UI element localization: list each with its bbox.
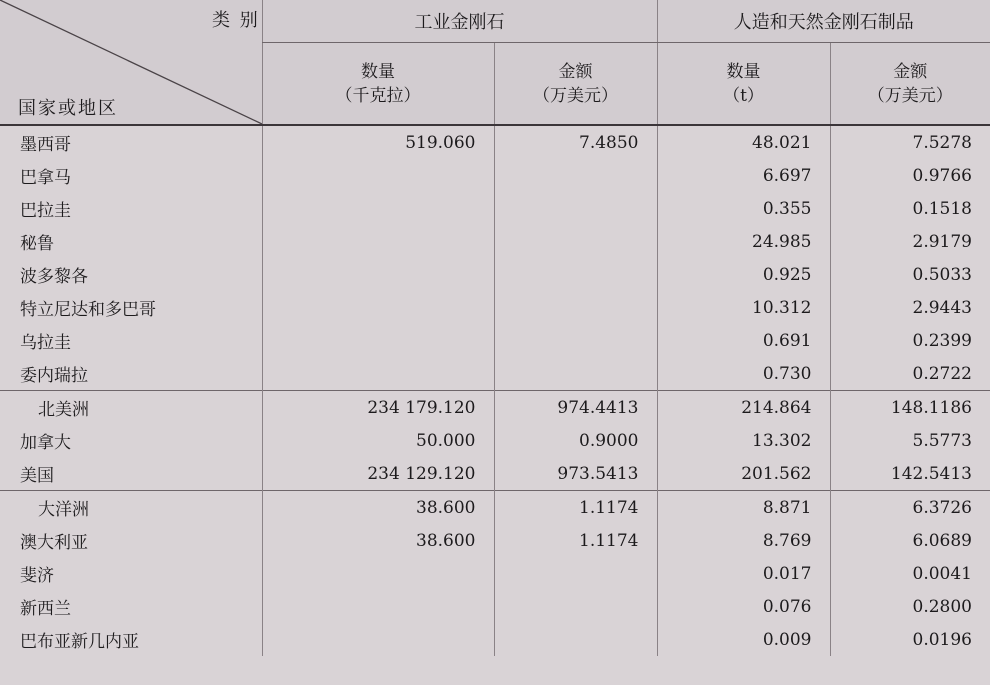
value-industrial [494,324,657,357]
col-title-val2: 金额 [893,61,928,82]
row-name: 斐济 [20,566,54,586]
row-name: 巴拿马 [20,168,71,188]
col-title-qty2: 数量 [726,61,761,82]
qty-industrial: 519.060 [262,125,494,159]
qty-products: 8.871 [657,491,830,525]
table-row [0,590,990,623]
qty-industrial: 38.600 [262,524,494,557]
value-products: 0.2399 [830,324,990,357]
qty-products: 13.302 [657,424,830,457]
table-row [0,457,990,491]
value-industrial: 1.1174 [494,491,657,525]
table-row [0,258,990,291]
table-row [0,291,990,324]
qty-products: 8.769 [657,524,830,557]
qty-products: 0.076 [657,590,830,623]
table-row [0,623,990,656]
value-industrial [494,590,657,623]
row-name: 秘鲁 [20,234,54,254]
qty-industrial [262,357,494,391]
value-products: 2.9179 [830,225,990,258]
table-row [0,125,990,159]
category-label: 类 别 [212,10,260,31]
row-name: 乌拉圭 [20,333,71,353]
value-products: 142.5413 [830,457,990,491]
qty-products: 0.355 [657,192,830,225]
value-industrial [494,291,657,324]
table-row [0,324,990,357]
value-products: 0.1518 [830,192,990,225]
row-name: 北美洲 [0,391,262,425]
row-name: 美国 [20,466,54,486]
row-name: 澳大利亚 [20,533,88,553]
value-industrial: 973.5413 [494,457,657,491]
col-header-val2 [830,43,990,125]
qty-industrial [262,623,494,656]
value-industrial: 1.1174 [494,524,657,557]
group-header-industrial: 工业金刚石 [262,0,657,43]
col-unit-val2: （万美元） [867,85,953,106]
qty-products: 214.864 [657,391,830,425]
qty-industrial [262,159,494,192]
col-unit-qty1: （千克拉） [335,85,421,106]
row-name: 新西兰 [20,599,71,619]
col-header-qty2 [657,43,830,125]
value-industrial: 7.4850 [494,125,657,159]
qty-products: 24.985 [657,225,830,258]
qty-products: 48.021 [657,125,830,159]
value-products: 6.0689 [830,524,990,557]
value-industrial [494,258,657,291]
row-name: 委内瑞拉 [20,366,88,386]
col-header-qty1 [262,43,494,125]
row-name: 加拿大 [20,433,71,453]
header-corner-cell [0,0,262,125]
table-body [0,125,990,656]
qty-industrial [262,225,494,258]
group-header-products: 人造和天然金刚石制品 [657,0,990,43]
value-industrial [494,225,657,258]
value-products: 0.0196 [830,623,990,656]
table-row [0,524,990,557]
qty-industrial [262,192,494,225]
col-unit-val1: （万美元） [533,85,618,106]
row-name: 大洋洲 [0,491,262,525]
col-title-qty1: 数量 [361,61,395,82]
row-name: 巴拉圭 [20,201,71,221]
value-industrial [494,357,657,391]
qty-products: 0.925 [657,258,830,291]
qty-industrial [262,258,494,291]
table-row [0,424,990,457]
value-industrial: 0.9000 [494,424,657,457]
value-industrial [494,623,657,656]
value-products: 0.2800 [830,590,990,623]
value-products: 5.5773 [830,424,990,457]
row-name: 墨西哥 [20,135,71,155]
qty-industrial [262,324,494,357]
value-industrial [494,192,657,225]
value-industrial [494,557,657,590]
table-row [0,357,990,391]
table-row [0,557,990,590]
qty-products: 0.009 [657,623,830,656]
row-name: 特立尼达和多巴哥 [20,300,156,320]
value-industrial: 974.4413 [494,391,657,425]
value-products: 0.2722 [830,357,990,391]
qty-industrial: 234 179.120 [262,391,494,425]
qty-products: 0.691 [657,324,830,357]
qty-industrial: 234 129.120 [262,457,494,491]
row-name: 巴布亚新几内亚 [20,632,139,652]
qty-products: 10.312 [657,291,830,324]
region-row [0,391,990,425]
row-name: 波多黎各 [20,267,88,287]
table-row [0,225,990,258]
value-products: 148.1186 [830,391,990,425]
value-products: 0.9766 [830,159,990,192]
value-products: 0.5033 [830,258,990,291]
value-products: 7.5278 [830,125,990,159]
qty-industrial [262,590,494,623]
table-row [0,159,990,192]
qty-products: 201.562 [657,457,830,491]
value-industrial [494,159,657,192]
region-row [0,491,990,525]
qty-products: 0.730 [657,357,830,391]
qty-industrial [262,557,494,590]
value-products: 6.3726 [830,491,990,525]
qty-products: 0.017 [657,557,830,590]
country-label: 国家或地区 [18,98,118,119]
value-products: 2.9443 [830,291,990,324]
col-header-val1 [494,43,657,125]
qty-products: 6.697 [657,159,830,192]
table-row [0,192,990,225]
qty-industrial: 50.000 [262,424,494,457]
qty-industrial: 38.600 [262,491,494,525]
col-unit-qty2: （t） [723,85,764,106]
col-title-val1: 金额 [558,61,593,82]
value-products: 0.0041 [830,557,990,590]
qty-industrial [262,291,494,324]
